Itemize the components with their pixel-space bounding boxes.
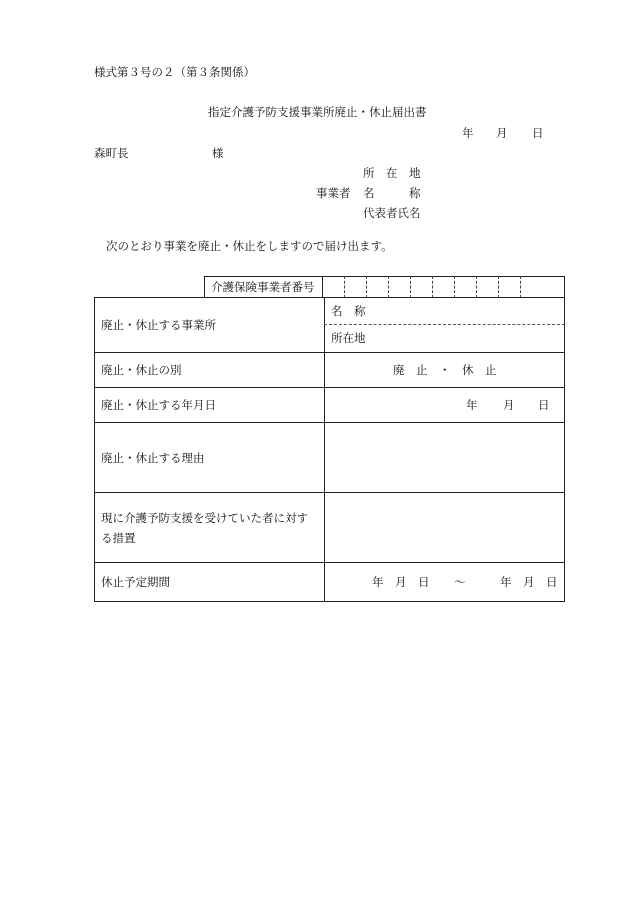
date-month-label: 月 — [496, 126, 508, 140]
measures-row-label-line1: 現に介護予防支援を受けていた者に対す — [101, 511, 308, 525]
office-address-label: 所在地 — [331, 331, 366, 345]
main-table — [94, 297, 565, 602]
date-row-year: 年 — [466, 398, 478, 412]
office-row-label: 廃止・休止する事業所 — [101, 318, 216, 332]
reason-row-label: 廃止・休止する理由 — [101, 451, 205, 465]
suspension-tilde: ～ — [454, 575, 466, 589]
suspension-row-label: 休止予定期間 — [101, 575, 170, 589]
date-row-label: 廃止・休止する年月日 — [101, 398, 216, 412]
date-year-label: 年 — [462, 126, 474, 140]
label-column-divider — [324, 297, 325, 602]
form-number: 様式第３号の２（第３条関係） — [94, 65, 255, 79]
date-row-month: 月 — [503, 398, 515, 412]
office-name-label: 名 称 — [331, 304, 366, 318]
digit-divider — [454, 276, 455, 298]
type-row-label: 廃止・休止の別 — [101, 363, 182, 377]
digit-divider — [388, 276, 389, 298]
applicant-name-label: 名 称 — [363, 186, 421, 200]
digit-divider — [366, 276, 367, 298]
applicant-representative-label: 代表者氏名 — [363, 206, 421, 220]
digit-divider — [520, 276, 521, 298]
type-row-value: 廃 止 ・ 休 止 — [393, 363, 497, 377]
applicant-address-label: 所 在 地 — [363, 166, 421, 180]
insurer-number-label: 介護保険事業者番号 — [211, 280, 315, 294]
measures-row-label-line2: る措置 — [101, 531, 136, 545]
suspension-end: 年 月 日 — [500, 575, 558, 589]
applicant-prefix: 事業者 — [316, 186, 351, 200]
digit-divider — [410, 276, 411, 298]
row-divider — [94, 352, 565, 353]
digit-divider — [476, 276, 477, 298]
intro-text: 次のとおり事業を廃止・休止をしますので届け出ます。 — [106, 239, 393, 253]
addressee-honorific: 様 — [212, 146, 224, 160]
addressee-name: 森町長 — [94, 146, 129, 160]
insurer-number-divider — [322, 276, 323, 298]
row-divider — [94, 387, 565, 388]
date-row-day: 日 — [538, 398, 550, 412]
digit-divider — [344, 276, 345, 298]
row-divider — [94, 562, 565, 563]
date-day-label: 日 — [532, 126, 544, 140]
row-divider — [94, 492, 565, 493]
document-title: 指定介護予防支援事業所廃止・休止届出書 — [208, 105, 427, 119]
digit-divider — [498, 276, 499, 298]
row-divider — [94, 422, 565, 423]
office-subrow-divider — [324, 324, 565, 325]
digit-divider — [432, 276, 433, 298]
suspension-start: 年 月 日 — [372, 575, 430, 589]
